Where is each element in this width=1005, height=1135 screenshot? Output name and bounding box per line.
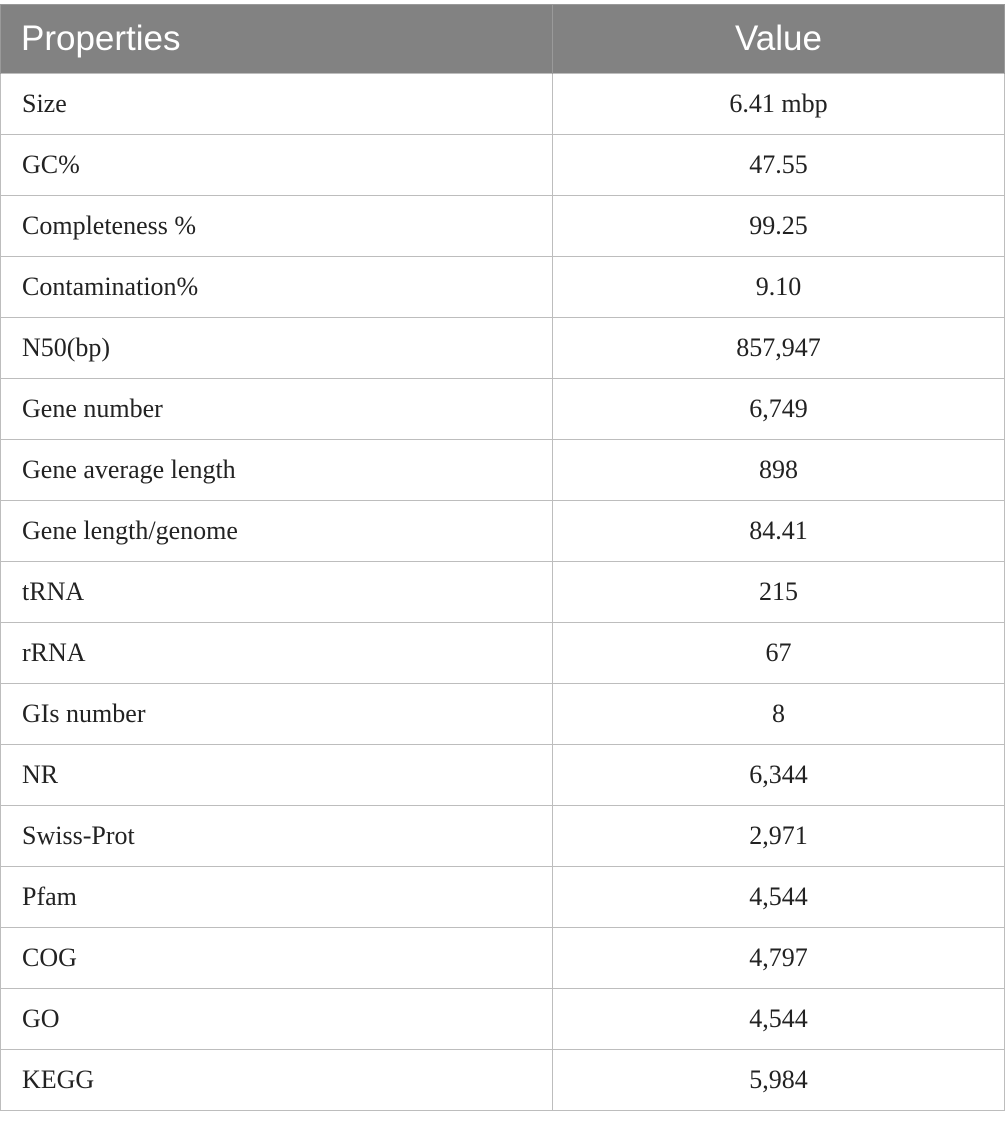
value-cell: 6,344 — [553, 745, 1005, 806]
table-row — [1, 257, 1005, 318]
value-cell: 99.25 — [553, 196, 1005, 257]
table-body — [1, 74, 1005, 1111]
property-cell: Pfam — [1, 867, 553, 928]
table-row — [1, 74, 1005, 135]
property-cell: COG — [1, 928, 553, 989]
table-row — [1, 196, 1005, 257]
property-cell: N50(bp) — [1, 318, 553, 379]
table-row — [1, 928, 1005, 989]
property-cell: Size — [1, 74, 553, 135]
table-row — [1, 562, 1005, 623]
table-row — [1, 806, 1005, 867]
property-cell: KEGG — [1, 1050, 553, 1111]
table-header — [1, 5, 1005, 74]
table-row — [1, 623, 1005, 684]
value-cell: 2,971 — [553, 806, 1005, 867]
value-cell: 215 — [553, 562, 1005, 623]
value-cell: 47.55 — [553, 135, 1005, 196]
genome-properties-table — [0, 4, 1005, 1111]
table-row — [1, 867, 1005, 928]
table-row — [1, 440, 1005, 501]
value-cell: 6.41 mbp — [553, 74, 1005, 135]
table-row — [1, 684, 1005, 745]
property-cell: GO — [1, 989, 553, 1050]
table-row — [1, 379, 1005, 440]
value-cell: 5,984 — [553, 1050, 1005, 1111]
value-cell: 84.41 — [553, 501, 1005, 562]
value-cell: 6,749 — [553, 379, 1005, 440]
table-row — [1, 989, 1005, 1050]
property-cell: NR — [1, 745, 553, 806]
property-cell: Swiss-Prot — [1, 806, 553, 867]
value-cell: 9.10 — [553, 257, 1005, 318]
table-row — [1, 135, 1005, 196]
table-row — [1, 1050, 1005, 1111]
value-cell: 67 — [553, 623, 1005, 684]
property-cell: GIs number — [1, 684, 553, 745]
table-row — [1, 501, 1005, 562]
property-cell: Gene average length — [1, 440, 553, 501]
property-cell: Gene number — [1, 379, 553, 440]
value-cell: 4,797 — [553, 928, 1005, 989]
table-row — [1, 745, 1005, 806]
table-row — [1, 318, 1005, 379]
property-cell: tRNA — [1, 562, 553, 623]
value-cell: 4,544 — [553, 867, 1005, 928]
property-cell: Contamination% — [1, 257, 553, 318]
property-cell: rRNA — [1, 623, 553, 684]
header-row — [1, 5, 1005, 74]
value-cell: 4,544 — [553, 989, 1005, 1050]
property-cell: Gene length/genome — [1, 501, 553, 562]
value-cell: 8 — [553, 684, 1005, 745]
header-value: Value — [553, 5, 1005, 74]
header-properties: Properties — [1, 5, 553, 74]
value-cell: 857,947 — [553, 318, 1005, 379]
property-cell: GC% — [1, 135, 553, 196]
value-cell: 898 — [553, 440, 1005, 501]
property-cell: Completeness % — [1, 196, 553, 257]
